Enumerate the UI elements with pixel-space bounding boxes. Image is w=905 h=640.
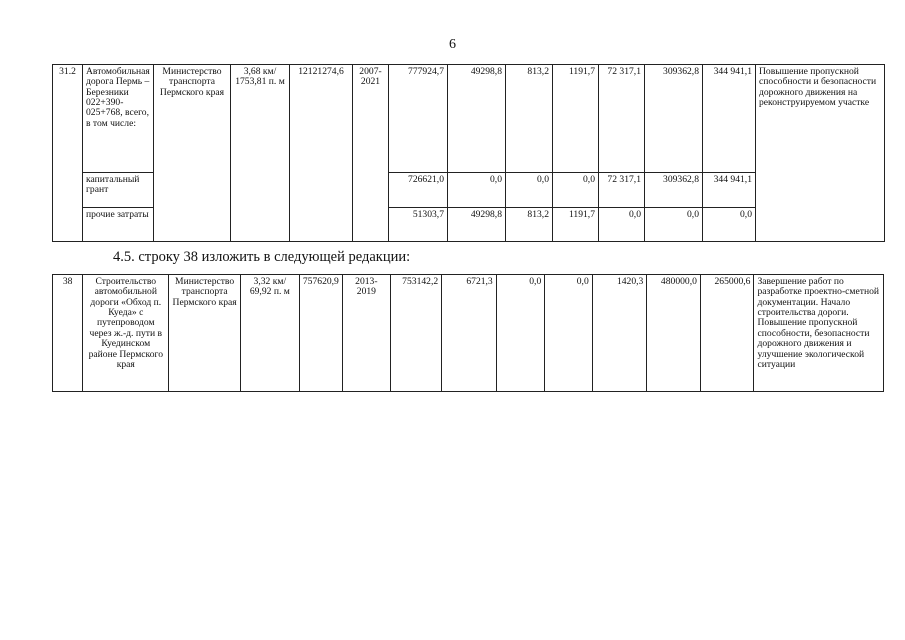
- period: 2013-2019: [343, 275, 391, 392]
- value-cell: 813,2: [506, 208, 553, 242]
- object-name: Автомобильная дорога Пермь – Березники 022+390-025+768, всего, в том числе:: [83, 65, 154, 173]
- period: 2007-2021: [353, 65, 389, 242]
- section-heading: 4.5. строку 38 изложить в следующей редакции:: [113, 249, 411, 265]
- sub-row-label: капитальный грант: [83, 173, 154, 208]
- value-cell: 344 941,1: [703, 173, 756, 208]
- value-cell: 0,0: [703, 208, 756, 242]
- value-cell: 0,0: [545, 275, 593, 392]
- table-row-31-2: [52, 64, 885, 242]
- capacity: 3,68 км/ 1753,81 п. м: [231, 65, 290, 242]
- note: Повышение пропускной способности и безопасности дорожного движения на реконструируемом участке: [756, 65, 885, 242]
- value-cell: 777924,7: [389, 65, 448, 173]
- value-cell: 0,0: [506, 173, 553, 208]
- value-cell: 0,0: [553, 173, 599, 208]
- value-cell: 51303,7: [389, 208, 448, 242]
- value-cell: 0,0: [645, 208, 703, 242]
- value-cell: 813,2: [506, 65, 553, 173]
- value-cell: 1191,7: [553, 65, 599, 173]
- value-cell: 6721,3: [442, 275, 497, 392]
- row-number: 38: [53, 275, 83, 392]
- value-cell: 49298,8: [448, 65, 506, 173]
- estimated-cost: 12121274,6: [290, 65, 353, 242]
- customer: Министерство транспорта Пермского края: [154, 65, 231, 242]
- value-cell: 309362,8: [645, 173, 703, 208]
- object-name: Строительство автомобильной дороги «Обход п. Куеда» с путепроводом через ж.-д. пути в Куединском районе Пермского края: [83, 275, 169, 392]
- value-cell: 1191,7: [553, 208, 599, 242]
- value-cell: 0,0: [599, 208, 645, 242]
- note: Завершение работ по разработке проектно-сметной документации. Начало строительства дороги. Повышение пропускной способности, безопасности дорожного движения и улучшение экологической ситуации: [754, 275, 884, 392]
- value-cell: 344 941,1: [703, 65, 756, 173]
- value-cell: 0,0: [448, 173, 506, 208]
- customer: Министерство транспорта Пермского края: [169, 275, 241, 392]
- value-cell: 0,0: [496, 275, 545, 392]
- sub-row-label: прочие затраты: [83, 208, 154, 242]
- capacity: 3,32 км/ 69,92 п. м: [241, 275, 300, 392]
- table-row-38: [52, 274, 884, 392]
- row-number: 31.2: [53, 65, 83, 242]
- value-cell: 72 317,1: [599, 173, 645, 208]
- estimated-cost: 757620,9: [299, 275, 342, 392]
- page-number: 6: [449, 37, 456, 52]
- value-cell: 265000,6: [700, 275, 754, 392]
- value-cell: 1420,3: [592, 275, 647, 392]
- value-cell: 49298,8: [448, 208, 506, 242]
- value-cell: 480000,0: [647, 275, 701, 392]
- value-cell: 72 317,1: [599, 65, 645, 173]
- value-cell: 726621,0: [389, 173, 448, 208]
- value-cell: 753142,2: [390, 275, 442, 392]
- value-cell: 309362,8: [645, 65, 703, 173]
